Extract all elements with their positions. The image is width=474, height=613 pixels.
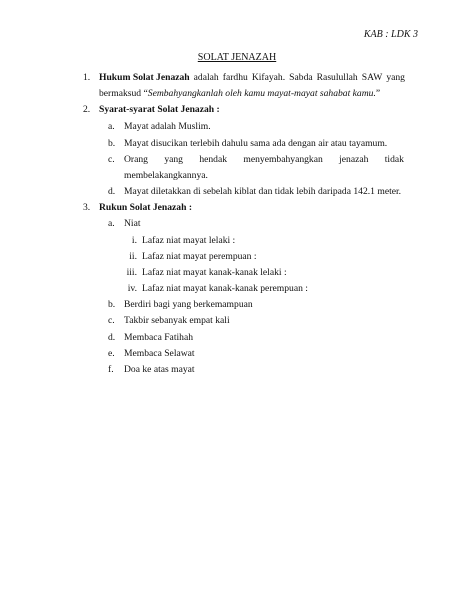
word: Kifayah. <box>251 72 286 83</box>
sub-number: i. <box>131 235 137 246</box>
sub-number: iv. <box>127 283 137 294</box>
list-letter: b. <box>108 299 116 310</box>
list-letter: c. <box>108 154 115 165</box>
list-item <box>124 155 404 165</box>
section-1-line-1 <box>99 73 405 83</box>
list-letter: b. <box>108 138 116 149</box>
word: menyembahyangkan <box>243 154 323 165</box>
list-item: Mayat disucikan terlebih dahulu sama ada dengan air atau tayamum. <box>124 138 388 149</box>
word: yang <box>386 72 405 83</box>
list-item: Niat <box>124 218 141 229</box>
word: jenazah <box>339 154 369 165</box>
list-item: Mayat adalah Muslim. <box>124 121 211 132</box>
sub-item: Lafaz niat mayat perempuan : <box>142 251 257 262</box>
list-letter: a. <box>108 218 115 229</box>
list-item: Mayat diletakkan di sebelah kiblat dan tidak lebih daripada 142.1 meter. <box>124 186 402 197</box>
list-letter: c. <box>108 315 115 326</box>
word: adalah <box>193 72 219 83</box>
section-3-number: 3. <box>83 202 91 213</box>
list-item-continuation: membelakangkannya. <box>124 170 208 181</box>
section-1-line-2 <box>99 89 380 99</box>
sub-item: Lafaz niat mayat kanak-kanak lelaki : <box>142 267 287 278</box>
list-item: Berdiri bagi yang berkemampuan <box>124 299 253 310</box>
text-fragment: bermaksud “ <box>99 88 148 99</box>
page-header: KAB : LDK 3 <box>363 29 418 40</box>
section-3-heading: Rukun Solat Jenazah : <box>99 202 193 213</box>
hadith-quote: Sembahyangkanlah oleh kamu mayat-mayat sahabat kamu. <box>147 88 376 99</box>
word: hendak <box>199 154 228 165</box>
word: fardhu <box>222 72 248 83</box>
list-item: Membaca Selawat <box>124 348 195 359</box>
section-1-number: 1. <box>83 72 91 83</box>
sub-item: Lafaz niat mayat kanak-kanak perempuan : <box>142 283 308 294</box>
word: tidak <box>384 154 404 165</box>
section-2-heading: Syarat-syarat Solat Jenazah : <box>99 104 220 115</box>
word: SAW <box>361 72 383 83</box>
document-title: SOLAT JENAZAH <box>197 52 277 63</box>
sub-item: Lafaz niat mayat lelaki : <box>142 235 236 246</box>
word: Orang <box>124 154 148 165</box>
list-letter: f. <box>108 364 114 375</box>
list-item: Doa ke atas mayat <box>124 364 195 375</box>
list-letter: a. <box>108 121 115 132</box>
list-item: Takbir sebanyak empat kali <box>124 315 230 326</box>
sub-number: iii. <box>126 267 137 278</box>
sub-number: ii. <box>129 251 137 262</box>
list-letter: d. <box>108 186 116 197</box>
section-1-heading: Hukum Solat Jenazah <box>99 72 190 83</box>
list-letter: d. <box>108 332 116 343</box>
word: Rasulullah <box>316 72 358 83</box>
list-item: Membaca Fatihah <box>124 332 193 343</box>
list-letter: e. <box>108 348 115 359</box>
text-fragment: ” <box>375 88 381 99</box>
word: yang <box>164 154 183 165</box>
word: Sabda <box>289 72 313 83</box>
section-2-number: 2. <box>83 104 91 115</box>
